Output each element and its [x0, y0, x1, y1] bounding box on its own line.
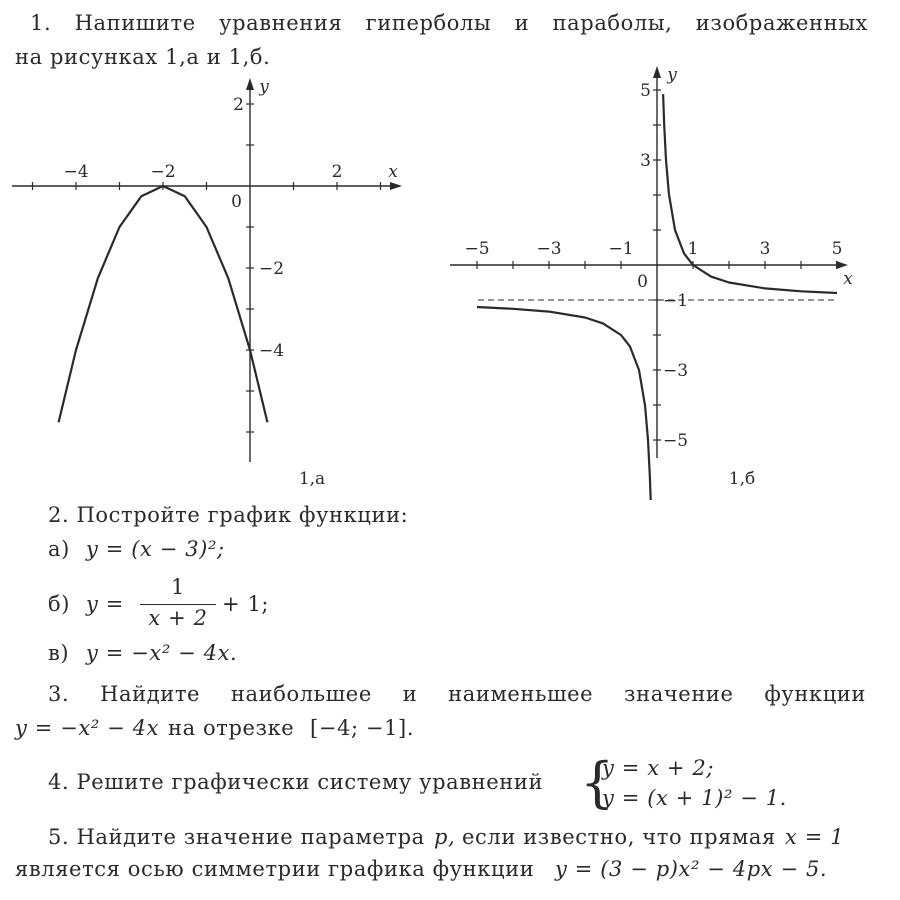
y-tick-label: 5 — [640, 81, 651, 101]
x-tick-label: 5 — [831, 239, 843, 259]
problem-2c-expression: y = −x² − 4x. — [86, 641, 238, 665]
problem-2b-label: б) — [48, 592, 71, 616]
problem-1-line-1: 1. Напишите уравнения гиперболы и параболы, изображенных — [30, 11, 868, 35]
x-tick-label: −2 — [150, 162, 176, 182]
problem-3-line-1: 3. Найдите наибольшее и наименьшее значение функции — [48, 682, 866, 706]
problem-5-line-2: является осью симметрии графика функции — [15, 857, 535, 881]
y-tick-label: 3 — [640, 151, 651, 171]
problem-1-line-2: на рисунках 1,а и 1,б. — [15, 45, 271, 69]
problem-5-text: 5. Найдите значение параметра — [48, 825, 425, 849]
problem-2b-denominator: x + 2 — [148, 606, 208, 630]
problem-3-text: на отрезке — [168, 716, 295, 740]
problem-2b-numerator: 1 — [171, 575, 185, 599]
x-axis-label: x — [843, 269, 853, 289]
x-axis-arrow — [836, 261, 848, 269]
y-tick-label: −2 — [259, 259, 285, 279]
hyperbola-left-curve — [477, 307, 651, 500]
x-tick-label: 1 — [687, 239, 699, 259]
problem-4-equation-1: y = x + 2; — [602, 756, 715, 780]
y-tick-label: −5 — [663, 431, 689, 451]
y-tick-label: −4 — [259, 341, 285, 361]
y-axis-arrow — [246, 78, 254, 90]
figure-caption: 1,б — [728, 469, 756, 489]
problem-5-function: y = (3 − p)x² − 4px − 5. — [555, 857, 828, 881]
problem-2-heading: 2. Постройте график функции: — [48, 503, 409, 527]
problem-5-parameter: p, — [434, 825, 456, 849]
y-axis-label: y — [667, 65, 677, 85]
problem-4-text: 4. Решите графически систему уравнений — [48, 770, 544, 794]
x-axis-arrow — [390, 182, 402, 190]
problem-2a-expression: y = (x − 3)²; — [86, 537, 225, 561]
problem-2b-rhs: + 1; — [222, 592, 270, 616]
x-tick-label: −1 — [608, 239, 634, 259]
x-tick-label: −3 — [536, 239, 562, 259]
origin-label: 0 — [231, 192, 242, 212]
problem-4-equation-2: y = (x + 1)² − 1. — [602, 786, 787, 810]
problem-3-interval: [−4; −1]. — [310, 716, 415, 740]
y-axis-arrow — [653, 66, 661, 78]
problem-2c-label: в) — [48, 641, 70, 665]
problem-3-function: y = −x² − 4x — [15, 716, 160, 740]
x-axis-label: x — [388, 162, 398, 182]
x-tick-label: 3 — [759, 239, 771, 259]
fraction-bar — [140, 604, 216, 605]
figure-1a — [12, 77, 402, 489]
system-brace: { — [580, 751, 615, 814]
parabola-curve — [59, 186, 268, 422]
x-tick-label: 2 — [331, 162, 343, 182]
problem-2b-lhs: y = — [86, 592, 124, 616]
y-axis-label: y — [259, 77, 269, 97]
problem-5-text-cont: если известно, что прямая — [462, 825, 776, 849]
y-tick-label: −1 — [663, 291, 689, 311]
x-tick-label: −5 — [464, 239, 490, 259]
origin-label: 0 — [637, 272, 648, 292]
y-tick-label: −3 — [663, 361, 689, 381]
figure-1b — [450, 65, 853, 500]
x-tick-label: −4 — [63, 162, 89, 182]
problem-2a-label: а) — [48, 537, 70, 561]
hyperbola-right-curve — [663, 94, 837, 293]
figure-caption: 1,а — [298, 469, 326, 489]
problem-5-line-equation: x = 1 — [785, 825, 845, 849]
y-tick-label: 2 — [233, 95, 244, 115]
